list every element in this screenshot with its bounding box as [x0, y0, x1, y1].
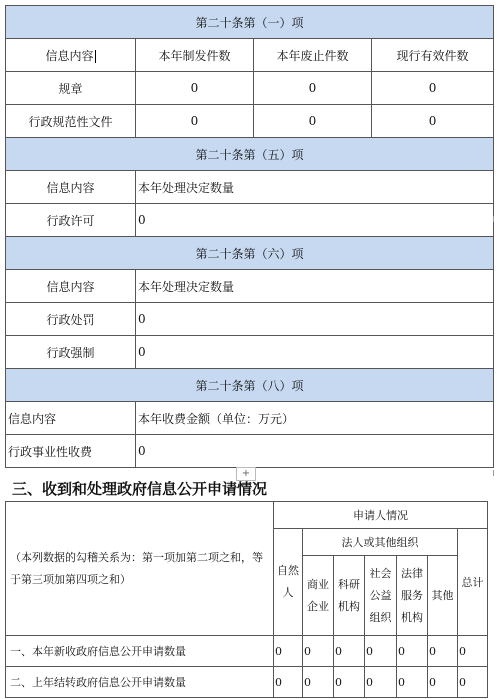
row-label[interactable]: 行政强制: [6, 336, 136, 369]
add-row-button[interactable]: +: [236, 467, 256, 481]
header-cell[interactable]: 本年制发件数: [136, 39, 254, 72]
application-stats-table: [5, 501, 488, 698]
table-row: [6, 72, 494, 105]
applicant-header[interactable]: 申请人情况: [274, 502, 488, 529]
row-label[interactable]: 一、本年新收政府信息公开申请数量: [6, 636, 274, 667]
value-cell[interactable]: 0: [397, 667, 428, 698]
value-cell[interactable]: 0: [334, 667, 365, 698]
section-heading: 三、收到和处理政府信息公开申请情况: [12, 480, 268, 498]
section-title: 第二十条第（六）项: [6, 237, 494, 270]
value-cell[interactable]: 0: [365, 667, 397, 698]
value-cell[interactable]: 0: [458, 636, 488, 667]
value-cell[interactable]: 0: [274, 667, 303, 698]
header-cell[interactable]: 信息内容: [6, 270, 136, 303]
row-label[interactable]: 规章: [6, 72, 136, 105]
table-row: [6, 336, 494, 369]
value-cell[interactable]: 0: [372, 72, 494, 105]
value-cell[interactable]: 0: [303, 667, 334, 698]
table-row: [6, 303, 494, 336]
value-cell[interactable]: 0: [397, 636, 428, 667]
section-header-art20-1: [6, 6, 494, 39]
sub-header[interactable]: 法律服务机构: [397, 556, 428, 636]
header-cell[interactable]: 信息内容: [6, 171, 136, 204]
table-row: [6, 435, 494, 468]
row-label[interactable]: 行政规范性文件: [6, 105, 136, 138]
table-header-row: [6, 402, 494, 435]
section-title: 第二十条第（一）项: [6, 6, 494, 39]
value-cell[interactable]: 0: [254, 105, 372, 138]
sub-header[interactable]: 其他: [428, 556, 458, 636]
sub-header[interactable]: 商业企业: [303, 556, 334, 636]
value-cell[interactable]: 0: [334, 636, 365, 667]
value-cell[interactable]: 0: [254, 72, 372, 105]
row-label[interactable]: 行政事业性收费: [6, 435, 136, 468]
table-resize-marker: [493, 470, 497, 476]
value-cell[interactable]: 0: [136, 336, 494, 369]
value-cell[interactable]: 0: [372, 105, 494, 138]
sub-header[interactable]: 科研机构: [334, 556, 365, 636]
section-title: 第二十条第（八）项: [6, 369, 494, 402]
section-header-art20-6: [6, 237, 494, 270]
total-header[interactable]: 总计: [458, 529, 488, 636]
table-resize-marker: [493, 216, 497, 222]
note-cell[interactable]: （本列数据的勾稽关系为：第一项加第二项之和，等于第三项加第四项之和）: [6, 502, 274, 636]
value-cell[interactable]: 0: [136, 72, 254, 105]
table-header-row: [6, 270, 494, 303]
table-header-row: [6, 39, 494, 72]
row-label[interactable]: 行政处罚: [6, 303, 136, 336]
header-cell[interactable]: 本年处理决定数量: [136, 171, 494, 204]
value-cell[interactable]: 0: [136, 204, 494, 237]
value-cell[interactable]: 0: [428, 667, 458, 698]
table-row: [6, 667, 488, 698]
table-row: [6, 105, 494, 138]
table-header-row: [6, 502, 488, 529]
table-row: [6, 204, 494, 237]
header-cell[interactable]: 信息内容: [6, 402, 136, 435]
header-cell[interactable]: 本年处理决定数量: [136, 270, 494, 303]
value-cell[interactable]: 0: [136, 303, 494, 336]
natural-person-header[interactable]: 自然人: [274, 529, 303, 636]
section-header-art20-5: [6, 138, 494, 171]
sub-header[interactable]: 社会公益组织: [365, 556, 397, 636]
section-title: 第二十条第（五）项: [6, 138, 494, 171]
value-cell[interactable]: 0: [303, 636, 334, 667]
header-cell[interactable]: 本年废止件数: [254, 39, 372, 72]
table-header-row: [6, 171, 494, 204]
row-label[interactable]: 二、上年结转政府信息公开申请数量: [6, 667, 274, 698]
section-header-art20-8: [6, 369, 494, 402]
header-cell[interactable]: 现行有效件数: [372, 39, 494, 72]
value-cell[interactable]: 0: [274, 636, 303, 667]
row-label[interactable]: 行政许可: [6, 204, 136, 237]
header-cell[interactable]: 本年收费金额（单位：万元）: [136, 402, 494, 435]
article-20-tables: [5, 5, 494, 468]
text-cursor: [95, 50, 96, 63]
value-cell[interactable]: 0: [428, 636, 458, 667]
legal-group-header[interactable]: 法人或其他组织: [303, 529, 458, 556]
table-row: [6, 636, 488, 667]
value-cell[interactable]: 0: [365, 636, 397, 667]
value-cell[interactable]: 0: [136, 105, 254, 138]
header-cell[interactable]: 信息内容: [6, 39, 136, 72]
value-cell[interactable]: 0: [458, 667, 488, 698]
value-cell[interactable]: 0: [136, 435, 494, 468]
